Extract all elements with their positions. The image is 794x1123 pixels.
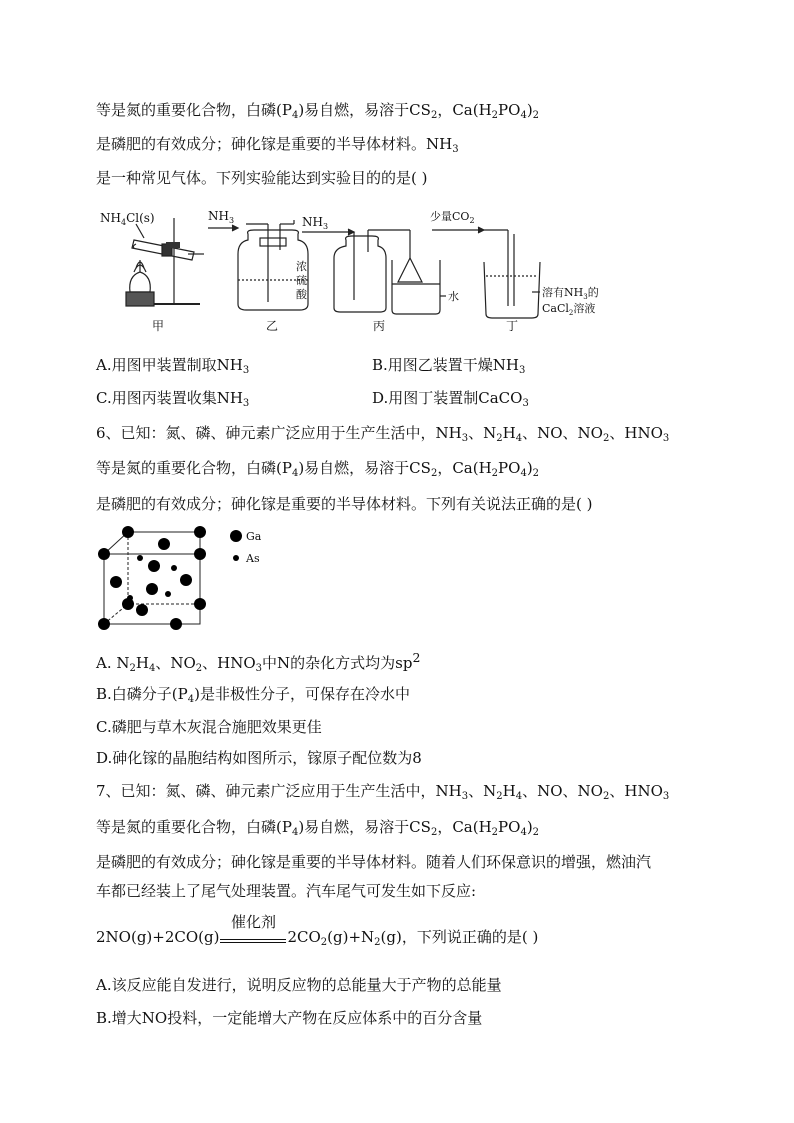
q7-option-a[interactable]: A.该反应能自发进行，说明反应物的总能量大于产物的总能量 — [96, 976, 502, 994]
q6-line-3: 是磷肥的有效成分；砷化镓是重要的半导体材料。下列有关说法正确的是( ) — [96, 495, 593, 513]
q7-equation: 2NO(g)+2CO(g) 催化剂 $2CO_2(g)+N_2(g)$，下列说正确的是( ) — [96, 913, 539, 948]
svg-text:NH3: $NH_3$ — [302, 215, 329, 231]
label-ding: 丁 — [506, 319, 519, 333]
q6-line-1: 6、已知：氮、磷、砷元素广泛应用于生产生活中，$NH_3$、$N_2H_4$、NO、$NO_2$、$HNO_3$ — [96, 424, 670, 444]
svg-text:少量CO2: 少量$CO_2$ — [430, 210, 475, 225]
svg-text:浓: 浓 — [296, 260, 307, 273]
label-yi: 乙 — [266, 319, 279, 333]
q7-line-1: 7、已知：氮、磷、砷元素广泛应用于生产生活中，$NH_3$、$N_2H_4$、NO、$NO_2$、$HNO_3$ — [96, 782, 670, 802]
legend-as: As — [246, 552, 260, 565]
apparatus-yi — [208, 209, 308, 310]
q6-option-a[interactable]: A. $N_2H_4$、$NO_2$、$HNO_3$中N的杂化方式均为$sp^2$ — [96, 650, 421, 674]
q5-option-c[interactable]: C.用图丙装置收集$NH_3$ — [96, 389, 250, 409]
svg-text:水: 水 — [448, 290, 459, 303]
svg-text:酸: 酸 — [296, 288, 307, 301]
q5-line-2: 是磷肥的有效成分；砷化镓是重要的半导体材料。$NH_3$ — [96, 135, 459, 155]
gaas-unit-cell-figure — [96, 524, 276, 640]
equation-reactants: 2NO(g)+2CO(g) — [96, 928, 220, 946]
q7-line-3: 是磷肥的有效成分；砷化镓是重要的半导体材料。随着人们环保意识的增强，燃油汽 — [96, 853, 652, 871]
svg-text:NH3: $NH_3$ — [208, 209, 235, 225]
q7-line-2: 等是氮的重要化合物，白磷$(P_4)$易自燃，易溶于$CS_2$，$Ca(H_2PO_4)_2$ — [96, 818, 540, 838]
q5-option-b[interactable]: B.用图乙装置干燥$NH_3$ — [372, 356, 526, 376]
svg-text:硫: 硫 — [296, 274, 307, 287]
q5-option-a[interactable]: A.用图甲装置制取$NH_3$ — [96, 356, 250, 376]
q7-option-b[interactable]: B.增大NO投料，一定能增大产物在反应体系中的百分含量 — [96, 1009, 483, 1027]
q7-line-4: 车都已经装上了尾气处理装置。汽车尾气可发生如下反应: — [96, 882, 477, 900]
svg-text:NH4Cl(s): $NH_4Cl(s)$ — [100, 211, 155, 227]
label-jia: 甲 — [152, 319, 165, 333]
svg-text:溶有NH3的: 溶有$NH_3$的 — [542, 286, 599, 301]
catalyst-label: 催化剂 — [230, 913, 276, 931]
q6-option-c[interactable]: C.磷肥与草木灰混合施肥效果更佳 — [96, 718, 322, 736]
q5-option-d[interactable]: D.用图丁装置制CaCO$_3$ — [372, 389, 529, 409]
q6-line-2: 等是氮的重要化合物，白磷$(P_4)$易自燃，易溶于$CS_2$，$Ca(H_2PO_4)_2$ — [96, 459, 540, 479]
legend-ga: Ga — [246, 530, 262, 543]
catalyst-arrow — [220, 913, 286, 943]
apparatus-figure — [96, 200, 616, 340]
q5-line-1: 等是氮的重要化合物，白磷$(P_4)$易自燃，易溶于$CS_2$，$Ca(H_2PO_4)_2$ — [96, 101, 540, 121]
apparatus-jia — [100, 211, 204, 306]
svg-text:CaCl2溶液: CaCl$_2$溶液 — [542, 302, 596, 317]
q5-line-3: 是一种常见气体。下列实验能达到实验目的的是( ) — [96, 169, 428, 187]
q6-option-d[interactable]: D.砷化镓的晶胞结构如图所示，镓原子配位数为8 — [96, 749, 422, 767]
q6-option-b[interactable]: B.白磷分子$(P_4)$是非极性分子，可保存在冷水中 — [96, 685, 410, 705]
label-bing: 丙 — [373, 319, 386, 333]
